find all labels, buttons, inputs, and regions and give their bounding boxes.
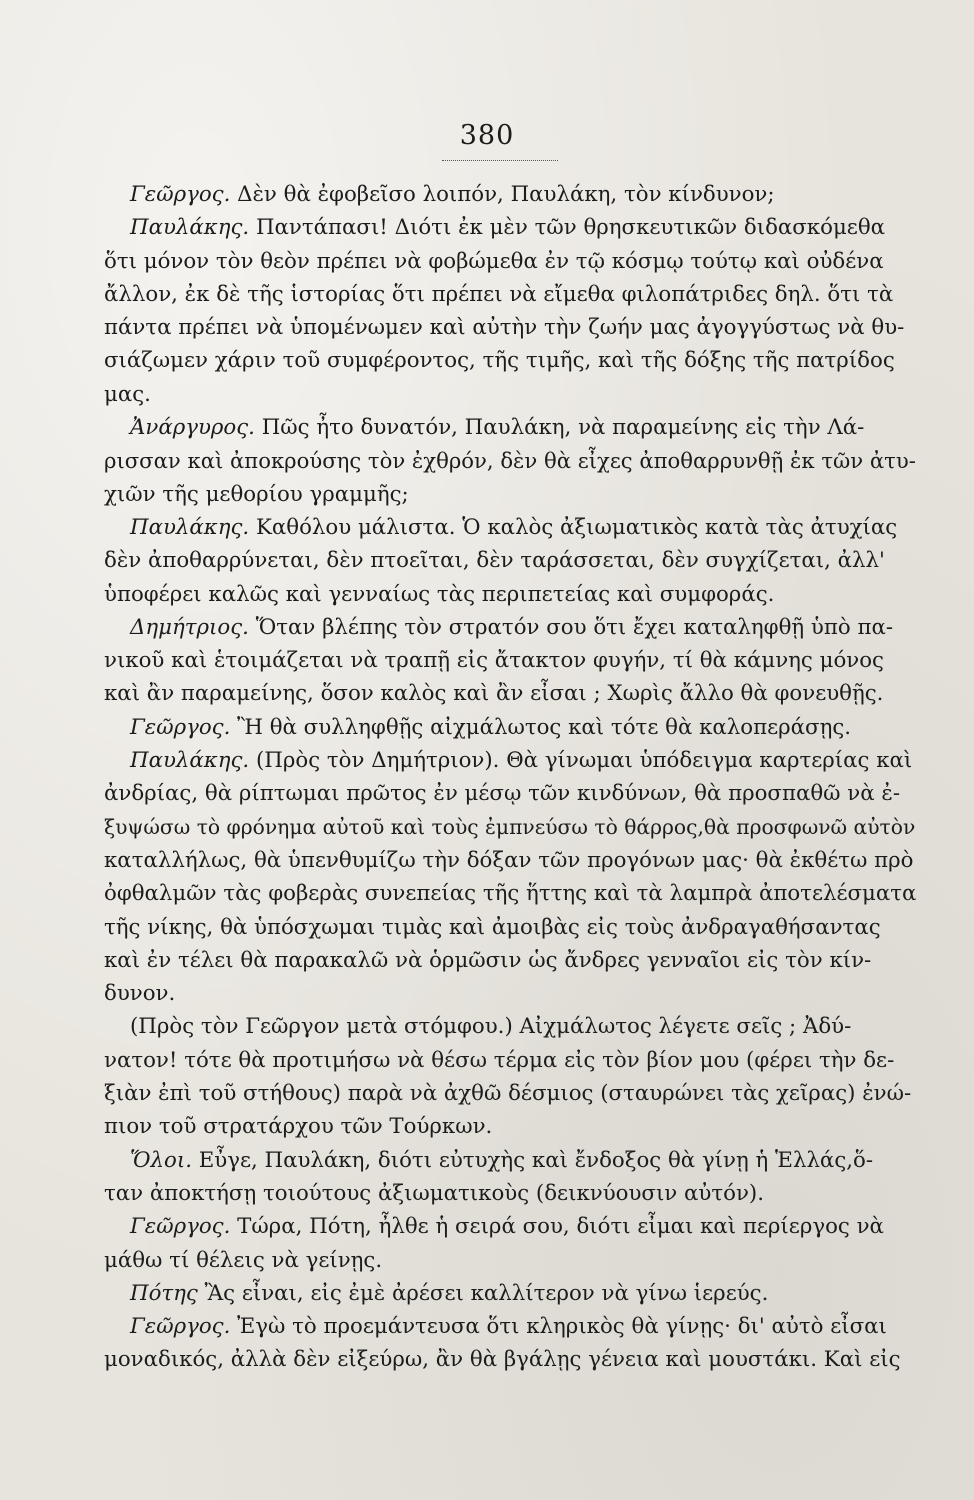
line-text: Τώρα, Πότη, ἦλθε ἡ σειρά σου, διότι εἶμαι καὶ περίεργος νὰ: [230, 1214, 884, 1240]
text-line: [104, 544, 916, 577]
text-line: [104, 444, 916, 477]
text-line: [104, 311, 916, 344]
line-text: δυνον.: [104, 981, 176, 1007]
text-line: [104, 411, 916, 444]
line-text: χιῶν τῆς μεθορίου γραμμῆς;: [104, 481, 409, 507]
text-line: [104, 344, 916, 377]
speaker-name: Παυλάκης.: [130, 514, 250, 540]
text-line: [104, 178, 916, 211]
line-text: ὅτι μόνον τὸν θεὸν πρέπει νὰ φοβώμεθα ἐν τῷ κόσμῳ τούτῳ καὶ οὐδένα: [104, 248, 884, 274]
speaker-name: Ἀνάργυρος.: [130, 415, 255, 441]
text-line: [104, 578, 916, 611]
line-text: πάντα πρέπει νὰ ὑπομένωμεν καὶ αὐτὴν τὴν ζωήν μας ἀγογγύστως νὰ θυ-: [104, 315, 905, 341]
text-line: [104, 711, 916, 744]
line-text: ξιὰν ἐπὶ τοῦ στήθους) παρὰ νὰ ἀχθῶ δέσμιος (σταυρώνει τὰς χεῖρας) ἐνώ-: [104, 1081, 912, 1107]
line-text: ἄλλον, ἐκ δὲ τῆς ἱστορίας ὅτι πρέπει νὰ εἴμεθα φιλοπάτριδες δηλ. ὅτι τὰ: [104, 281, 894, 307]
text-line: [104, 744, 916, 777]
text-line: [104, 1343, 916, 1376]
text-line: [104, 977, 916, 1010]
line-text: καταλλήλως, θὰ ὑπενθυμίζω τὴν δόξαν τῶν προγόνων μας· θὰ ἐκθέτω πρὸ: [104, 847, 914, 873]
text-line: [104, 877, 916, 910]
text-line: [104, 844, 916, 877]
speaker-name: Ὅλοι.: [130, 1147, 192, 1173]
line-text: Καθόλου μάλιστα. Ὁ καλὸς ἀξιωματικὸς κατὰ τὰς ἀτυχίας: [249, 514, 898, 540]
line-text: Εὖγε, Παυλάκη, διότι εὐτυχὴς καὶ ἔνδοξος θὰ γίνῃ ἡ Ἑλλάς,ὅ-: [191, 1147, 874, 1173]
speaker-name: Παυλάκης.: [130, 215, 250, 241]
line-text: Ἢ θὰ συλληφθῇς αἰχμάλωτος καὶ τότε θὰ καλοπεράσῃς.: [230, 714, 852, 740]
speaker-name: Γεῶργος.: [130, 714, 231, 740]
page-number: 380: [459, 120, 515, 151]
text-line: [104, 1177, 916, 1210]
text-line: [104, 1044, 916, 1077]
text-line: [104, 644, 916, 677]
text-line: [104, 1277, 916, 1310]
text-line: [104, 1210, 916, 1243]
speaker-name: Γεῶργος.: [130, 1314, 231, 1340]
text-line: [104, 1310, 916, 1343]
header-rule: [442, 160, 558, 161]
text-line: [104, 1244, 916, 1277]
text-line: [104, 677, 916, 710]
text-line: [104, 245, 916, 278]
speaker-name: Γεῶργος.: [130, 182, 231, 207]
line-text: Ἐγὼ τὸ προεμάντευσα ὅτι κληρικὸς θὰ γίνῃς· δι' αὐτὸ εἶσαι: [230, 1314, 887, 1340]
line-text: Ὅταν βλέπης τὸν στρατόν σου ὅτι ἔχει καταληφθῇ ὑπὸ πα-: [248, 614, 894, 640]
line-text: καὶ ἐν τέλει θὰ παρακαλῶ νὰ ὁρμῶσιν ὡς ἄνδρες γενναῖοι εἰς τὸν κίν-: [104, 947, 872, 973]
text-line: [104, 1110, 916, 1143]
line-text: νικοῦ καὶ ἑτοιμάζεται νὰ τραπῇ εἰς ἄτακτον φυγήν, τί θὰ κάμνης μόνος: [104, 648, 884, 674]
speaker-name: Πότης: [130, 1280, 198, 1306]
line-text: ἀνδρίας, θὰ ρίπτωμαι πρῶτος ἐν μέσῳ τῶν κινδύνων, θὰ προσπαθῶ νὰ ἐ-: [104, 781, 901, 807]
line-text: τῆς νίκης, θὰ ὑπόσχωμαι τιμὰς καὶ ἀμοιβὰς εἰς τοὺς ἀνδραγαθήσαντας: [104, 914, 881, 940]
speaker-name: Γεῶργος.: [130, 1214, 231, 1240]
line-text: δὲν ἀποθαρρύνεται, δὲν πτοεῖται, δὲν ταράσσεται, δὲν συγχίζεται, ἀλλ': [104, 548, 885, 574]
text-line: [104, 1144, 916, 1177]
speaker-name: Δημήτριος.: [130, 614, 249, 640]
line-text: ξυψώσω τὸ φρόνημα αὐτοῦ καὶ τοὺς ἐμπνεύσω τὸ θάρρος,θὰ προσφωνῶ αὐτὸν: [104, 814, 916, 839]
page-text: [104, 178, 916, 1377]
line-text: (Πρὸς τὸν Γεῶργον μετὰ στόμφου.) Αἰχμάλωτος λέγετε σεῖς ; Ἀδύ-: [130, 1014, 852, 1040]
text-line: [104, 211, 916, 244]
text-line: [104, 378, 916, 411]
line-text: Δὲν θὰ ἐφοβεῖσο λοιπόν, Παυλάκη, τὸν κίνδυνον;: [230, 182, 775, 207]
text-line: [104, 511, 916, 544]
line-text: μάθω τί θέλεις νὰ γείνῃς.: [104, 1247, 383, 1273]
line-text: νατον! τότε θὰ προτιμήσω νὰ θέσω τέρμα εἰς τὸν βίον μου (φέρει τὴν δε-: [104, 1047, 895, 1073]
text-line: [104, 777, 916, 810]
text-line: [104, 278, 916, 311]
text-line: [104, 944, 916, 977]
text-line: [104, 611, 916, 644]
line-text: (Πρὸς τὸν Δημήτριον). Θὰ γίνωμαι ὑπόδειγμα καρτερίας καὶ: [249, 748, 913, 774]
line-text: ταν ἀποκτήσῃ τοιούτους ἀξιωματικοὺς (δεικνύουσιν αὐτόν).: [104, 1180, 764, 1206]
line-text: καὶ ἂν παραμείνης, ὅσον καλὸς καὶ ἂν εἶσαι ; Χωρὶς ἄλλο θὰ φονευθῇς.: [104, 681, 884, 707]
line-text: ὀφθαλμῶν τὰς φοβερὰς συνεπείας τῆς ἥττης καὶ τὰ λαμπρὰ ἀποτελέσματα: [104, 881, 916, 907]
line-text: σιάζωμεν χάριν τοῦ συμφέροντος, τῆς τιμῆς, καὶ τῆς δόξης τῆς πατρίδος: [104, 348, 895, 374]
line-text: Ἂς εἶναι, εἰς ἐμὲ ἀρέσει καλλίτερον νὰ γίνω ἱερεύς.: [197, 1280, 769, 1306]
line-text: Πῶς ἦτο δυνατόν, Παυλάκη, νὰ παραμείνης εἰς τὴν Λά-: [254, 415, 865, 441]
text-line: [104, 911, 916, 944]
text-line: [104, 811, 916, 844]
speaker-name: Παυλάκης.: [130, 748, 250, 774]
line-text: ρισσαν καὶ ἀποκρούσης τὸν ἐχθρόν, δὲν θὰ εἶχες ἀποθαρρυνθῇ ἐκ τῶν ἀτυ-: [104, 448, 916, 474]
text-line: [104, 478, 916, 511]
text-line: [104, 1077, 916, 1110]
line-text: Παντάπασι! Διότι ἐκ μὲν τῶν θρησκευτικῶν διδασκόμεθα: [249, 215, 886, 241]
line-text: μας.: [104, 381, 151, 407]
line-text: πιον τοῦ στρατάρχου τῶν Τούρκων.: [104, 1114, 493, 1140]
line-text: μοναδικός, ἀλλὰ δὲν εἰξεύρω, ἂν θὰ βγάλῃς γένεια καὶ μουστάκι. Καὶ εἰς: [104, 1347, 901, 1373]
text-line: [104, 1010, 916, 1043]
line-text: ὑποφέρει καλῶς καὶ γενναίως τὰς περιπετείας καὶ συμφοράς.: [104, 581, 775, 607]
